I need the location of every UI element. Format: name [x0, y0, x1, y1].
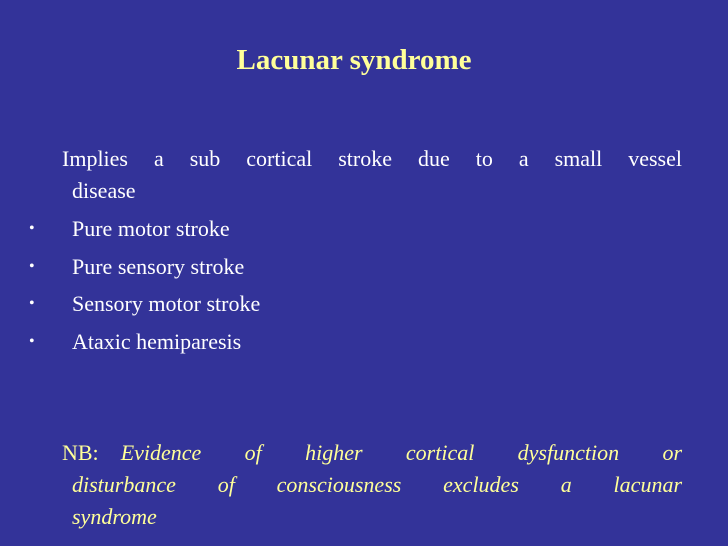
intro-text-line2: disease — [72, 178, 136, 203]
bullet-text: Sensory motor stroke — [72, 291, 261, 316]
intro-text-line1: Implies a sub cortical stroke due to a small vessel — [62, 146, 682, 171]
bullet-list — [0, 210, 260, 360]
bullet-icon: • — [29, 295, 35, 312]
slide-title: Lacunar syndrome — [236, 44, 472, 76]
bullet-text: Pure sensory stroke — [72, 253, 245, 279]
list-item — [0, 210, 260, 248]
note-label: NB: — [62, 440, 99, 465]
bullet-icon: • — [29, 220, 35, 237]
note-block — [62, 437, 682, 533]
bullet-text: Pure motor stroke — [72, 216, 230, 241]
list-item — [0, 248, 260, 286]
bullet-icon: • — [29, 332, 35, 350]
bullet-icon: • — [29, 257, 35, 275]
note-text-line1: Evidence of higher cortical dysfunction or — [120, 440, 682, 465]
bullet-text: Ataxic hemiparesis — [72, 328, 242, 354]
note-text-line3: syndrome — [72, 504, 157, 529]
note-text-line2: disturbance of consciousness excludes a lacunar — [72, 472, 682, 497]
list-item — [0, 285, 260, 323]
list-item — [0, 323, 260, 361]
note-line1 — [62, 437, 682, 469]
